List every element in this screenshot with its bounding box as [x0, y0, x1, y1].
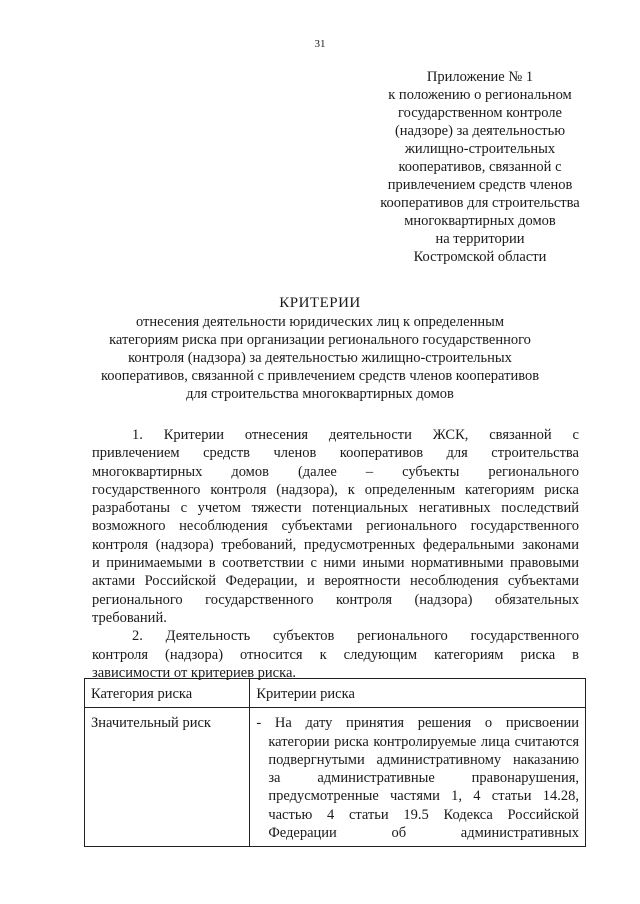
paragraph-line: регионального государственного контроля (надзора) обязательных [92, 591, 579, 608]
paragraph-line: привлечением средств членов кооперативов для строительства [92, 445, 579, 462]
body-text [92, 426, 579, 682]
paragraph-line: 2. Деятельность субъектов регионального государственного [132, 628, 579, 645]
paragraph-line: 1. Критерии отнесения деятельности ЖСК, связанной с [132, 427, 579, 443]
paragraph-line: разработаны с учетом тяжести потенциальных негативных последствий [92, 500, 579, 517]
criteria-line: - На дату принятия решения о присвоении [256, 715, 579, 732]
appendix-line: многоквартирных домов [404, 213, 556, 229]
risk-category-cell: Значительный риск [85, 708, 250, 847]
table-row [85, 708, 586, 847]
subtitle-line: для строительства многоквартирных домов [186, 386, 454, 402]
paragraph-line: актами Российской Федерации, и вероятности несоблюдения субъектами [92, 573, 579, 590]
paragraph-line: государственного контроля (надзора), к определенным категориям риска [92, 481, 579, 498]
appendix-line: к положению о региональном [388, 87, 572, 103]
appendix-line: на территории [435, 231, 525, 247]
criteria-line: за административные правонарушения, [268, 770, 579, 787]
criteria-line: Федерации об административных [268, 825, 579, 842]
paragraph-line: требований. [92, 609, 167, 626]
appendix-line: кооперативов для строительства [380, 195, 580, 211]
risk-criteria-table [84, 678, 586, 847]
appendix-line: привлечением средств членов [387, 177, 573, 193]
criteria-line: предусмотренные частями 1, 4 статьи 14.28, [268, 788, 579, 805]
paragraph-line: зависимости от критериев риска. [92, 664, 297, 681]
table-header-cell: Категория риска [85, 679, 250, 708]
appendix-line: жилищно-строительных [404, 141, 556, 157]
subtitle-line: контроля (надзора) за деятельностью жилищно-строительных [128, 350, 512, 366]
table-header-cell: Критерии риска [250, 679, 586, 708]
subtitle-line: кооперативов, связанной с привлечением средств членов кооперативов [100, 368, 540, 384]
page-number: 31 [314, 38, 326, 50]
appendix-line: Приложение № 1 [426, 69, 534, 85]
criteria-subtitle [60, 313, 580, 403]
criteria-line: частью 4 статьи 19.5 Кодекса Российской [268, 806, 579, 823]
subtitle-line: отнесения деятельности юридических лиц к определенным [135, 314, 505, 330]
appendix-line: Костромской области [413, 249, 547, 265]
subtitle-line: категориям риска при организации регионального государственного [109, 332, 531, 348]
risk-criteria-cell [250, 708, 586, 847]
appendix-header [362, 68, 598, 266]
criteria-title: КРИТЕРИИ [279, 295, 361, 311]
paragraph-line: многоквартирных домов (далее – субъекты регионального [92, 463, 579, 480]
criteria-line: подвергнутыми административному наказанию [268, 751, 579, 768]
criteria-line: категории риска контролируемые лица считаются [268, 733, 579, 750]
paragraph-2 [92, 627, 579, 682]
appendix-line: государственном контроле [398, 105, 562, 121]
appendix-line: кооперативов, связанной с [398, 159, 562, 175]
paragraph-line: и принимаемыми в соответствии с ними иными нормативными правовыми [92, 555, 579, 572]
paragraph-line: возможного несоблюдения субъектами регионального государственного [92, 518, 579, 535]
paragraph-1 [92, 426, 579, 627]
paragraph-line: контроля (надзора) относится к следующим категориям риска в [92, 646, 579, 663]
table-header-row [85, 679, 586, 708]
paragraph-line: контроля (надзора) требований, предусмотренных федеральными законами [92, 536, 579, 553]
appendix-line: (надзоре) за деятельностью [394, 123, 566, 139]
